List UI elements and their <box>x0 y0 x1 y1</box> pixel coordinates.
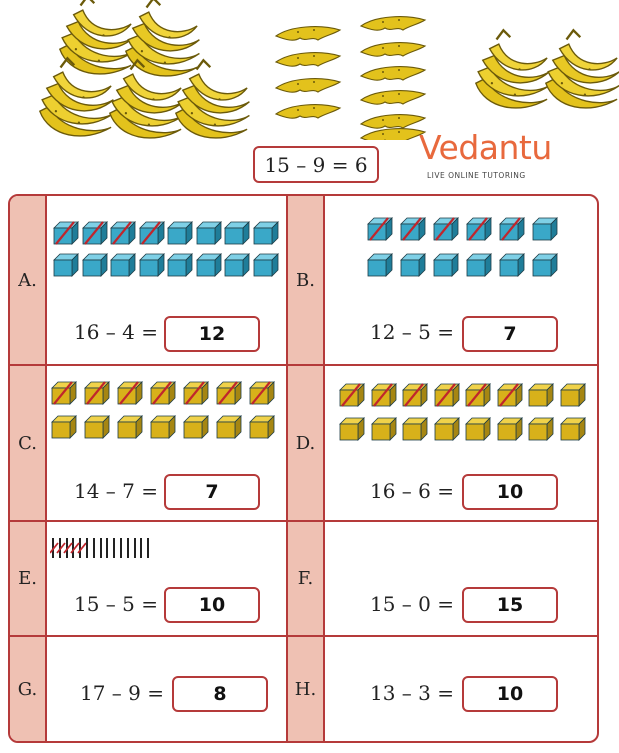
crossed-cube <box>464 382 492 412</box>
equation-f: 15 – 0 = <box>370 592 455 616</box>
crossed-cube <box>433 382 461 412</box>
crossed-cube <box>52 220 80 250</box>
cube <box>527 416 555 446</box>
crossed-cube <box>182 380 210 410</box>
equation-h: 13 – 3 = <box>370 681 455 705</box>
answer-e: 10 <box>164 587 260 623</box>
crossed-cube <box>116 380 144 410</box>
cube <box>223 252 251 282</box>
cube <box>215 414 243 444</box>
cube <box>559 382 587 412</box>
cube <box>149 414 177 444</box>
vedantu-logo: Vedantu <box>419 128 552 167</box>
stick <box>100 538 102 558</box>
cube <box>531 252 559 282</box>
banana-illustration <box>0 0 619 140</box>
crossed-cube <box>338 382 366 412</box>
crossed-cube <box>370 382 398 412</box>
label-d: D. <box>288 366 325 520</box>
answer-a: 12 <box>164 316 260 352</box>
crossed-cube <box>149 380 177 410</box>
label-b: B. <box>288 196 325 364</box>
cube <box>138 252 166 282</box>
crossed-cube <box>366 216 394 246</box>
cube <box>559 416 587 446</box>
cube <box>50 414 78 444</box>
crossed-cube <box>432 216 460 246</box>
crossed-cube <box>138 220 166 250</box>
subtraction-grid <box>8 194 599 743</box>
crossed-cube <box>83 380 111 410</box>
cube <box>401 416 429 446</box>
logo-tagline: LIVE ONLINE TUTORING <box>427 171 526 180</box>
crossed-cube <box>399 216 427 246</box>
answer-f: 15 <box>462 587 558 623</box>
cube <box>248 414 276 444</box>
crossed-cube <box>465 216 493 246</box>
label-e: E. <box>10 522 47 635</box>
cube <box>52 252 80 282</box>
equation-d: 16 – 6 = <box>370 479 455 503</box>
label-g: G. <box>10 637 47 741</box>
stick <box>93 538 95 558</box>
cube <box>81 252 109 282</box>
cube <box>116 414 144 444</box>
label-c: C. <box>10 366 47 520</box>
cube <box>399 252 427 282</box>
cube <box>182 414 210 444</box>
cube <box>223 220 251 250</box>
equation-e: 15 – 5 = <box>74 592 159 616</box>
example-equation: 15 – 9 = 6 <box>253 146 379 183</box>
label-h: H. <box>288 637 325 741</box>
cube <box>496 416 524 446</box>
stick <box>86 538 88 558</box>
answer-d: 10 <box>462 474 558 510</box>
cube <box>252 252 280 282</box>
stick <box>127 538 129 558</box>
crossed-cube <box>81 220 109 250</box>
cube <box>527 382 555 412</box>
cube <box>195 220 223 250</box>
crossed-cube <box>498 216 526 246</box>
crossed-cube <box>109 220 137 250</box>
cube <box>366 252 394 282</box>
stick-cross-out <box>50 537 86 563</box>
stick <box>140 538 142 558</box>
cube <box>83 414 111 444</box>
equation-a: 16 – 4 = <box>74 320 159 344</box>
cube <box>498 252 526 282</box>
cube <box>370 416 398 446</box>
stick <box>113 538 115 558</box>
stick <box>147 538 149 558</box>
equation-c: 14 – 7 = <box>74 479 159 503</box>
cube <box>338 416 366 446</box>
equation-g: 17 – 9 = <box>80 681 165 705</box>
equation-b: 12 – 5 = <box>370 320 455 344</box>
cube <box>195 252 223 282</box>
cube <box>252 220 280 250</box>
label-f: F. <box>288 522 325 635</box>
answer-b: 7 <box>462 316 558 352</box>
stick <box>106 538 108 558</box>
crossed-cube <box>401 382 429 412</box>
cube <box>109 252 137 282</box>
answer-c: 7 <box>164 474 260 510</box>
label-a: A. <box>10 196 47 364</box>
crossed-cube <box>496 382 524 412</box>
stick <box>134 538 136 558</box>
answer-h: 10 <box>462 676 558 712</box>
stick <box>120 538 122 558</box>
crossed-cube <box>215 380 243 410</box>
cube <box>433 416 461 446</box>
cube <box>166 220 194 250</box>
cube <box>464 416 492 446</box>
answer-g: 8 <box>172 676 268 712</box>
cube <box>166 252 194 282</box>
cube <box>531 216 559 246</box>
crossed-cube <box>248 380 276 410</box>
cube <box>432 252 460 282</box>
cube <box>465 252 493 282</box>
crossed-cube <box>50 380 78 410</box>
